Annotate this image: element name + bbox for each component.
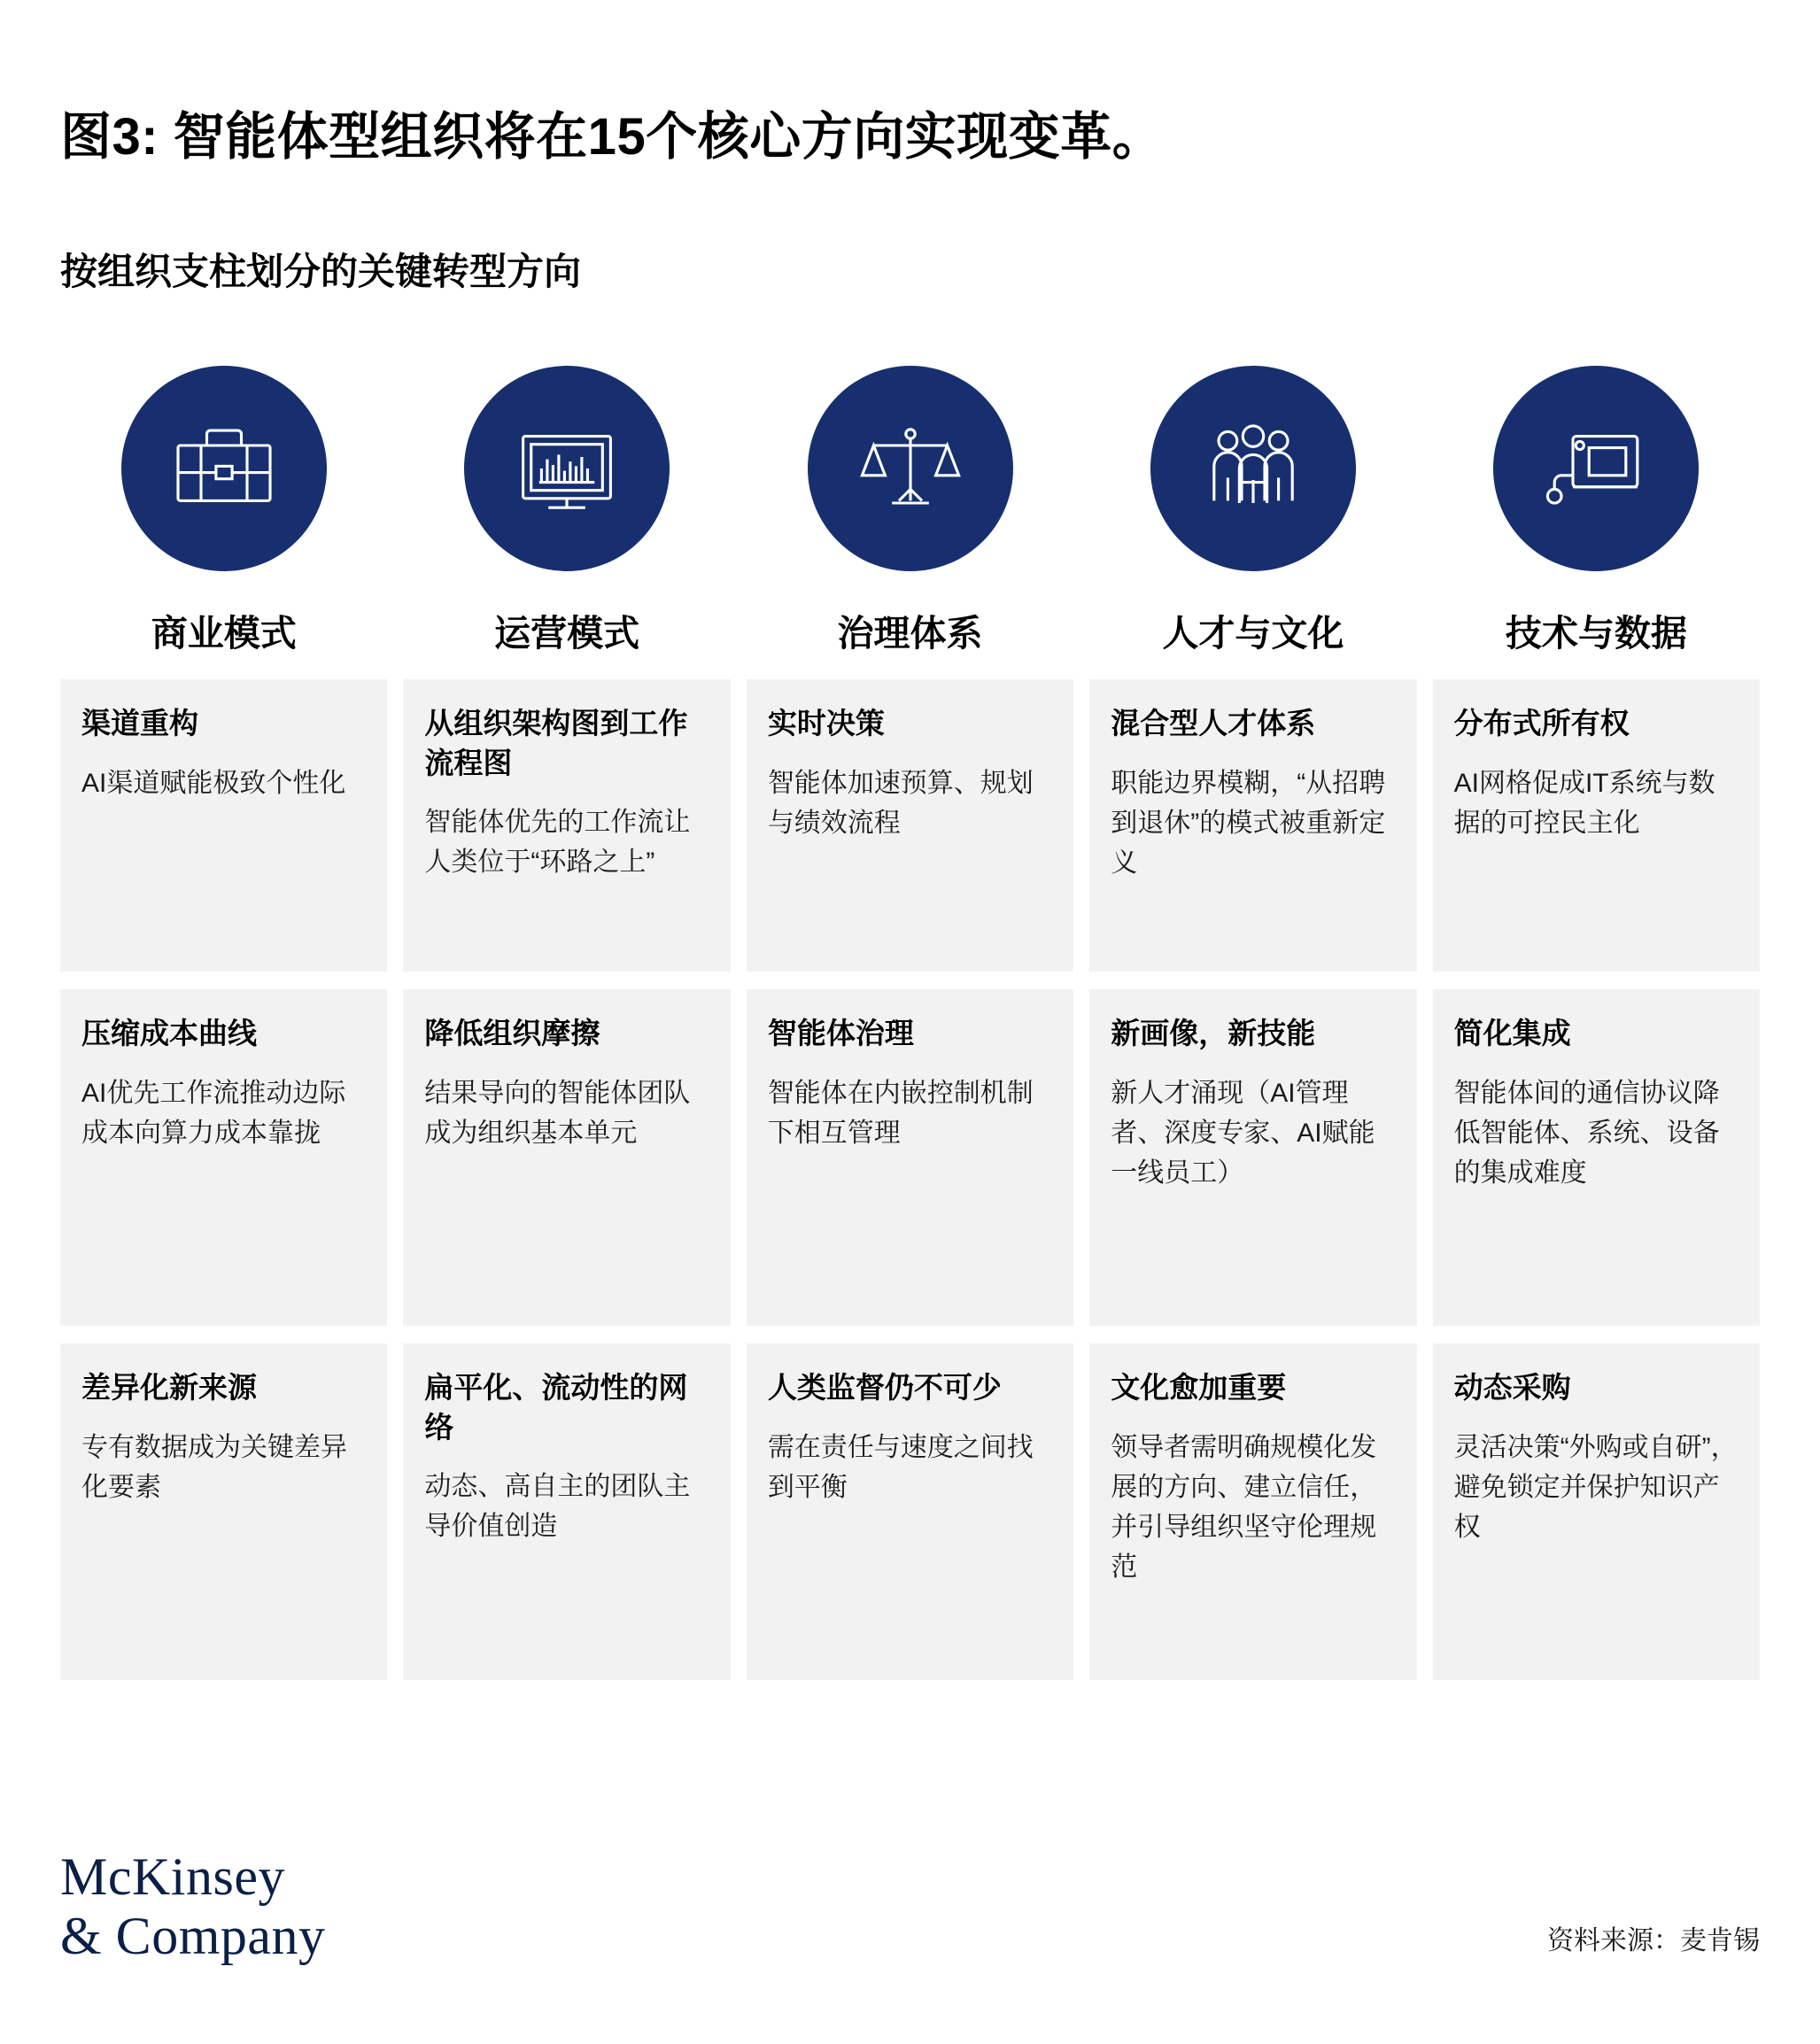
page-subtitle: 按组织支柱划分的关键转型方向 [60, 250, 582, 292]
pillar-column-talent-culture [1089, 358, 1416, 1680]
monitor-chart-icon [464, 366, 670, 571]
transformation-card [60, 679, 387, 972]
card-title: 文化愈加重要 [1111, 1371, 1287, 1405]
transformation-card [747, 679, 1073, 972]
icon-wrap [747, 358, 1073, 579]
card-body: 动态、高自主的团队主导价值创造 [424, 1472, 691, 1542]
card-title: 分布式所有权 [1453, 707, 1630, 740]
logo-line-1: McKinsey [60, 1847, 285, 1906]
icon-wrap [1433, 358, 1760, 579]
card-title: 渠道重构 [81, 707, 198, 740]
transformation-card [60, 989, 387, 1326]
card-title: 从组织架构图到工作流程图 [424, 707, 688, 779]
card-title: 扁平化、流动性的网络 [424, 1371, 688, 1444]
card-title: 差异化新来源 [81, 1371, 257, 1405]
transformation-card [1433, 1343, 1760, 1680]
card-body: AI渠道赋能极致个性化 [81, 768, 346, 798]
pillar-column-governance [747, 358, 1073, 1680]
people-group-icon [1150, 366, 1356, 571]
transformation-card [1433, 989, 1760, 1326]
icon-wrap [1089, 358, 1416, 579]
card-list [403, 679, 730, 1680]
logo-line-2: & Company [60, 1906, 326, 1965]
icon-wrap [403, 358, 730, 579]
pillar-label: 技术与数据 [1505, 613, 1687, 654]
pillar-label: 治理体系 [837, 613, 983, 654]
briefcase-icon [121, 366, 327, 571]
card-title: 智能体治理 [767, 1017, 914, 1050]
transformation-card [403, 989, 730, 1326]
mckinsey-logo [60, 1847, 326, 1966]
card-body: 灵活决策“外购或自研”，避免锁定并保护知识产权 [1453, 1432, 1738, 1542]
card-title: 实时决策 [767, 707, 885, 740]
source-note: 资料来源：麦肯锡 [1547, 1926, 1760, 1955]
transformation-card [1433, 679, 1760, 972]
card-title: 动态采购 [1453, 1371, 1571, 1405]
card-body: 智能体间的通信协议降低智能体、系统、设备的集成难度 [1453, 1078, 1720, 1188]
pillar-label: 人才与文化 [1162, 613, 1344, 654]
card-body: 领导者需明确规模化发展的方向、建立信任，并引导组织坚守伦理规范 [1111, 1432, 1377, 1582]
pillar-columns [60, 358, 1760, 1680]
icon-wrap [60, 358, 387, 579]
footer [60, 1847, 1760, 1966]
card-title: 简化集成 [1453, 1017, 1571, 1050]
pillar-column-technology-data [1433, 358, 1760, 1680]
scales-icon [808, 366, 1013, 571]
transformation-card [1089, 679, 1416, 972]
transformation-card [403, 1343, 730, 1680]
card-list [60, 679, 387, 1680]
transformation-card [1089, 989, 1416, 1326]
card-body: AI优先工作流推动边际成本向算力成本靠拢 [81, 1078, 346, 1148]
card-list [1433, 679, 1760, 1680]
card-body: 智能体在内嵌控制机制下相互管理 [767, 1078, 1034, 1148]
card-body: AI网格促成IT系统与数据的可控民主化 [1453, 768, 1715, 838]
card-body: 专有数据成为关键差异化要素 [81, 1432, 347, 1502]
pillar-label: 商业模式 [151, 613, 297, 654]
transformation-card [747, 989, 1073, 1326]
pillar-label: 运营模式 [494, 613, 640, 654]
card-title: 人类监督仍不可少 [767, 1371, 1002, 1405]
pillar-column-operating-model [403, 358, 730, 1680]
card-body: 新人才涌现（AI管理者、深度专家、AI赋能一线员工） [1111, 1078, 1375, 1188]
card-body: 智能体优先的工作流让人类位于“环路之上” [424, 808, 691, 878]
transformation-card [1089, 1343, 1416, 1680]
card-list [1089, 679, 1416, 1680]
card-body: 智能体加速预算、规划与绩效流程 [767, 768, 1034, 838]
transformation-card [403, 679, 730, 972]
card-list [747, 679, 1073, 1680]
card-title: 新画像，新技能 [1111, 1017, 1316, 1050]
transformation-card [747, 1343, 1073, 1680]
card-title: 压缩成本曲线 [81, 1017, 257, 1050]
card-body: 结果导向的智能体团队成为组织基本单元 [424, 1078, 691, 1148]
page-title: 图3: 智能体型组织将在15个核心方向实现变革。 [60, 108, 1165, 166]
transformation-card [60, 1343, 387, 1680]
card-title: 混合型人才体系 [1111, 707, 1316, 740]
pillar-column-business-model [60, 358, 387, 1680]
card-title: 降低组织摩擦 [424, 1017, 600, 1050]
card-body: 需在责任与速度之间找到平衡 [767, 1432, 1034, 1502]
device-network-icon [1493, 366, 1699, 571]
card-body: 职能边界模糊，“从招聘到退休”的模式被重新定义 [1111, 768, 1386, 878]
